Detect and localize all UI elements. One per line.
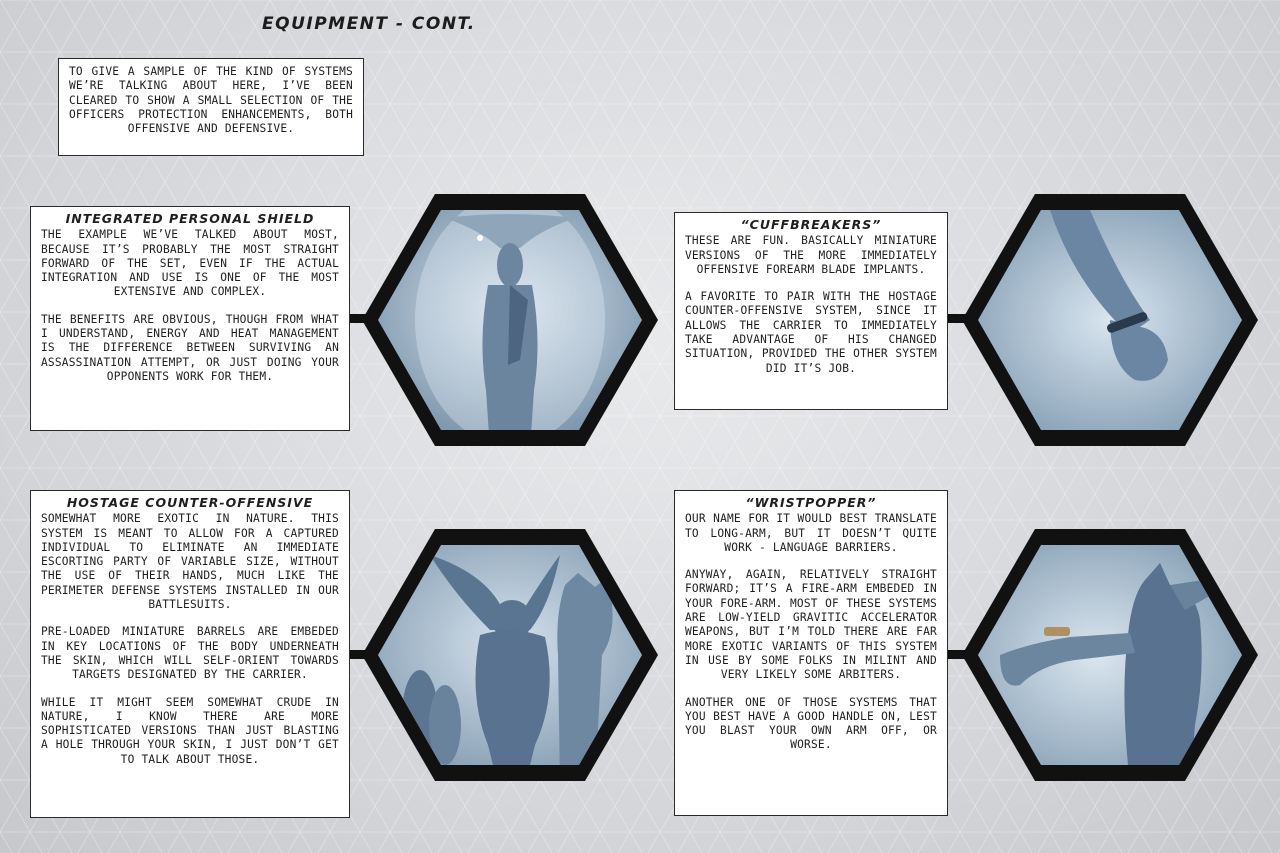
panel-paragraph: OUR NAME FOR IT WOULD BEST TRANSLATE TO LONG-ARM, BUT IT DOESN’T QUITE WORK - LANGUAGE BARRIERS.: [685, 512, 937, 554]
hex-frame-hostage: [360, 525, 660, 785]
panel-title: “WRISTPOPPER”: [745, 495, 877, 510]
panel-cuffbreakers: [674, 212, 948, 410]
hex-frame-cuffbreakers: [960, 190, 1260, 450]
panel-paragraph: A FAVORITE TO PAIR WITH THE HOSTAGE COUNTER-OFFENSIVE SYSTEM, SINCE IT ALLOWS THE CARRIER TO IMMEDIATELY TAKE ADVANTAGE OF HIS CHANGED SITUATION, PROVIDED THE OTHER SYSTEM DID IT’S JOB.: [685, 290, 937, 375]
panel-paragraph: ANYWAY, AGAIN, RELATIVELY STRAIGHT FORWARD; IT’S A FIRE-ARM EMBEDED IN YOUR FORE-ARM. MOST OF THESE SYSTEMS ARE LOW-YIELD GRAVITIC ACCELERATOR WEAPONS, BUT I’M TOLD THERE ARE FAR MORE EXOTIC VARIANTS OF THIS SYSTEM IN USE BY SOME FOLKS IN MILINT AND VERY LIKELY SOME ARBITERS.: [685, 568, 937, 682]
panel-paragraph: THESE ARE FUN. BASICALLY MINIATURE VERSIONS OF THE MORE IMMEDIATELY OFFENSIVE FOREARM BLADE IMPLANTS.: [685, 234, 937, 276]
panel-paragraph: THE EXAMPLE WE’VE TALKED ABOUT MOST, BECAUSE IT’S PROBABLY THE MOST STRAIGHT FORWARD OF THE SET, EVEN IF THE ACTUAL INTEGRATION AND USE IS ONE OF THE MOST EXTENSIVE AND COMPLEX.: [41, 228, 339, 299]
panel-wristpopper: [674, 490, 948, 816]
panel-integrated-personal-shield: [30, 206, 350, 431]
panel-paragraph: THE BENEFITS ARE OBVIOUS, THOUGH FROM WHAT I UNDERSTAND, ENERGY AND HEAT MANAGEMENT IS THE DIFFERENCE BETWEEN SURVIVING AN ASSASSINATION ATTEMPT, OR JUST DOING YOUR OPPONENTS WORK FOR THEM.: [41, 312, 339, 383]
page-title: EQUIPMENT - CONT.: [262, 14, 476, 34]
panel-title: “CUFFBREAKERS”: [740, 217, 882, 232]
panel-paragraph: WHILE IT MIGHT SEEM SOMEWHAT CRUDE IN NATURE, I KNOW THERE ARE MORE SOPHISTICATED VERSIONS THAN JUST BLASTING A HOLE THROUGH YOUR SKIN, I JUST DON’T GET TO TALK ABOUT THOSE.: [41, 695, 339, 766]
panel-paragraph: SOMEWHAT MORE EXOTIC IN NATURE. THIS SYSTEM IS MEANT TO ALLOW FOR A CAPTURED INDIVIDUAL TO ELIMINATE AN IMMEDIATE ESCORTING PARTY OF VARIABLE SIZE, WITHOUT THE USE OF THEIR HANDS, MUCH LIKE THE PERIMETER DEFENSE SYSTEMS INSTALLED IN OUR BATTLESUITS.: [41, 512, 339, 612]
panel-hostage-counter-offensive: [30, 490, 350, 818]
panel-title: INTEGRATED PERSONAL SHIELD: [65, 211, 315, 226]
panel-paragraph: ANOTHER ONE OF THOSE SYSTEMS THAT YOU BEST HAVE A GOOD HANDLE ON, LEST YOU BLAST YOUR OWN ARM OFF, OR WORSE.: [685, 695, 937, 752]
intro-box: [58, 58, 364, 156]
hex-frame-shield: [360, 190, 660, 450]
panel-paragraph: PRE-LOADED MINIATURE BARRELS ARE EMBEDED IN KEY LOCATIONS OF THE BODY UNDERNEATH THE SKIN, WHICH WILL SELF-ORIENT TOWARDS TARGETS DESIGNATED BY THE CARRIER.: [41, 625, 339, 682]
hex-frame-wristpopper: [960, 525, 1260, 785]
panel-title: HOSTAGE COUNTER-OFFENSIVE: [66, 495, 314, 510]
intro-text: TO GIVE A SAMPLE OF THE KIND OF SYSTEMS WE’RE TALKING ABOUT HERE, I’VE BEEN CLEARED TO SHOW A SMALL SELECTION OF THE OFFICERS PROTECTION ENHANCEMENTS, BOTH OFFENSIVE AND DEFENSIVE.: [69, 65, 353, 136]
